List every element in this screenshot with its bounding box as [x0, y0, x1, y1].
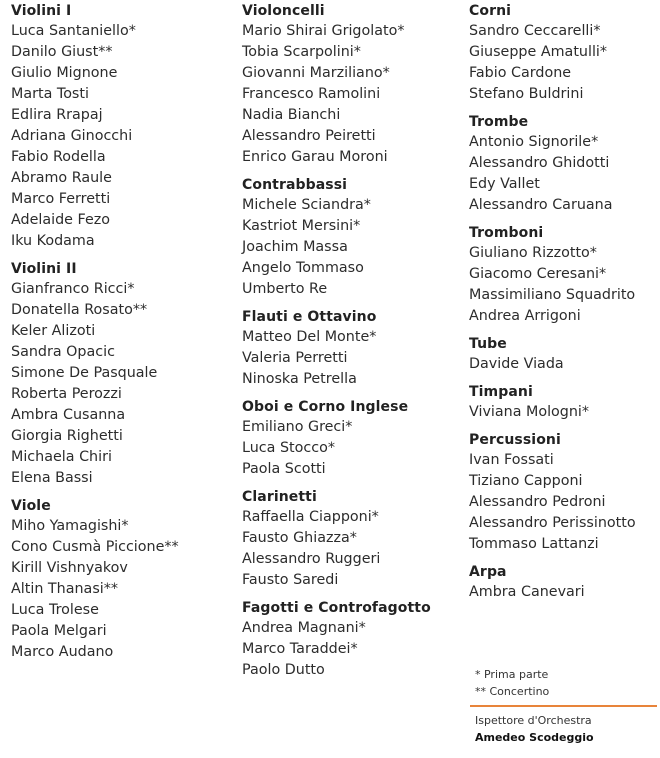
musician-name: Antonio Signorile*: [469, 134, 599, 150]
musician-name: Miho Yamagishi*: [11, 518, 129, 534]
musician-name: Raffaella Ciapponi*: [242, 509, 379, 525]
section-title: Timpani: [469, 384, 533, 400]
section: [469, 2, 659, 105]
musician-name: Angelo Tommaso: [242, 260, 364, 276]
musician-name: Giuliano Rizzotto*: [469, 245, 597, 261]
musician-name: Donatella Rosato**: [11, 302, 148, 318]
musician-name: Ninoska Petrella: [242, 371, 357, 387]
section-title: Flauti e Ottavino: [242, 309, 377, 325]
section: [242, 176, 462, 300]
section-title: Corni: [469, 3, 512, 19]
section: [469, 431, 659, 555]
divider-rule: [470, 705, 657, 707]
musician-name: Kastriot Mersini*: [242, 218, 361, 234]
musician-name: Michaela Chiri: [11, 449, 112, 465]
musician-name: Andrea Magnani*: [242, 620, 366, 636]
musician-name: Gianfranco Ricci*: [11, 281, 135, 297]
musician-name: Paolo Dutto: [242, 662, 325, 678]
musician-name: Alessandro Ruggeri: [242, 551, 381, 567]
musician-name: Umberto Re: [242, 281, 328, 297]
section: [11, 2, 231, 252]
musician-name: Danilo Giust**: [11, 44, 113, 60]
musician-name: Tiziano Capponi: [469, 473, 583, 489]
musician-name: Marco Ferretti: [11, 191, 111, 207]
musician-name: Luca Trolese: [11, 602, 99, 618]
musician-name: Altin Thanasi**: [11, 581, 119, 597]
musician-name: Andrea Arrigoni: [469, 308, 581, 324]
musician-name: Sandro Ceccarelli*: [469, 23, 601, 39]
musician-name: Abramo Raule: [11, 170, 112, 186]
musician-name: Francesco Ramolini: [242, 86, 381, 102]
section-title: Violoncelli: [242, 3, 325, 19]
section-title: Violini II: [11, 261, 77, 277]
musician-name: Fausto Ghiazza*: [242, 530, 357, 546]
musician-name: Joachim Massa: [242, 239, 348, 255]
musician-name: Luca Santaniello*: [11, 23, 136, 39]
musician-name: Fausto Saredi: [242, 572, 339, 588]
section-title: Viole: [11, 498, 51, 514]
musician-name: Giorgia Righetti: [11, 428, 123, 444]
musician-name: Alessandro Pedroni: [469, 494, 606, 510]
section-title: Trombe: [469, 114, 529, 130]
section: [242, 599, 462, 681]
inspector-role: Ispettore d'Orchestra: [475, 714, 592, 727]
section-title: Tromboni: [469, 225, 544, 241]
section-title: Fagotti e Controfagotto: [242, 600, 431, 616]
musician-name: Luca Stocco*: [242, 440, 335, 456]
musician-name: Stefano Buldrini: [469, 86, 584, 102]
musician-name: Ivan Fossati: [469, 452, 554, 468]
musician-name: Cono Cusmà Piccione**: [11, 539, 179, 555]
section: [469, 224, 659, 327]
musician-name: Adelaide Fezo: [11, 212, 111, 228]
section: [11, 260, 231, 489]
section-title: Clarinetti: [242, 489, 317, 505]
footnote-prima-parte: * Prima parte: [475, 668, 549, 681]
musician-name: Valeria Perretti: [242, 350, 348, 366]
musician-name: Mario Shirai Grigolato*: [242, 23, 405, 39]
musician-name: Alessandro Peiretti: [242, 128, 376, 144]
musician-name: Roberta Perozzi: [11, 386, 122, 402]
musician-name: Emiliano Greci*: [242, 419, 353, 435]
section-title: Percussioni: [469, 432, 561, 448]
musician-name: Tommaso Lattanzi: [469, 536, 599, 552]
roster-column-2: [242, 2, 462, 689]
musician-name: Paola Scotti: [242, 461, 326, 477]
musician-name: Alessandro Caruana: [469, 197, 613, 213]
section: [469, 563, 659, 603]
musician-name: Adriana Ginocchi: [11, 128, 133, 144]
musician-name: Nadia Bianchi: [242, 107, 341, 123]
musician-name: Paola Melgari: [11, 623, 107, 639]
musician-name: Giovanni Marziliano*: [242, 65, 390, 81]
musician-name: Fabio Cardone: [469, 65, 572, 81]
musician-name: Marco Audano: [11, 644, 114, 660]
section-title: Arpa: [469, 564, 507, 580]
musician-name: Giuseppe Amatulli*: [469, 44, 608, 60]
musician-name: Ambra Canevari: [469, 584, 585, 600]
musician-name: Marta Tosti: [11, 86, 89, 102]
musician-name: Fabio Rodella: [11, 149, 106, 165]
section-title: Tube: [469, 336, 507, 352]
musician-name: Edy Vallet: [469, 176, 540, 192]
musician-name: Alessandro Ghidotti: [469, 155, 610, 171]
inspector-name: Amedeo Scodeggio: [475, 731, 594, 744]
footnote-concertino: ** Concertino: [475, 685, 550, 698]
roster-column-1: [11, 2, 231, 671]
section: [242, 488, 462, 591]
musician-name: Matteo Del Monte*: [242, 329, 377, 345]
section-title: Contrabbassi: [242, 177, 348, 193]
orchestra-inspector: [475, 712, 655, 746]
section-title: Oboi e Corno Inglese: [242, 399, 409, 415]
musician-name: Massimiliano Squadrito: [469, 287, 636, 303]
section-title: Violini I: [11, 3, 72, 19]
section: [469, 335, 659, 375]
musician-name: Sandra Opacic: [11, 344, 115, 360]
musician-name: Keler Alizoti: [11, 323, 96, 339]
musician-name: Giulio Mignone: [11, 65, 118, 81]
section: [469, 383, 659, 423]
musician-name: Davide Viada: [469, 356, 564, 372]
musician-name: Elena Bassi: [11, 470, 93, 486]
musician-name: Iku Kodama: [11, 233, 95, 249]
footnotes: [475, 666, 655, 700]
musician-name: Marco Taraddei*: [242, 641, 358, 657]
section: [242, 308, 462, 390]
musician-name: Kirill Vishnyakov: [11, 560, 128, 576]
musician-name: Enrico Garau Moroni: [242, 149, 388, 165]
roster-column-3: [469, 2, 659, 611]
musician-name: Michele Sciandra*: [242, 197, 371, 213]
musician-name: Giacomo Ceresani*: [469, 266, 607, 282]
musician-name: Alessandro Perissinotto: [469, 515, 636, 531]
section: [11, 497, 231, 663]
section: [469, 113, 659, 216]
musician-name: Simone De Pasquale: [11, 365, 158, 381]
musician-name: Edlira Rrapaj: [11, 107, 103, 123]
musician-name: Ambra Cusanna: [11, 407, 126, 423]
musician-name: Tobia Scarpolini*: [242, 44, 361, 60]
musician-name: Viviana Mologni*: [469, 404, 590, 420]
section: [242, 2, 462, 168]
section: [242, 398, 462, 480]
